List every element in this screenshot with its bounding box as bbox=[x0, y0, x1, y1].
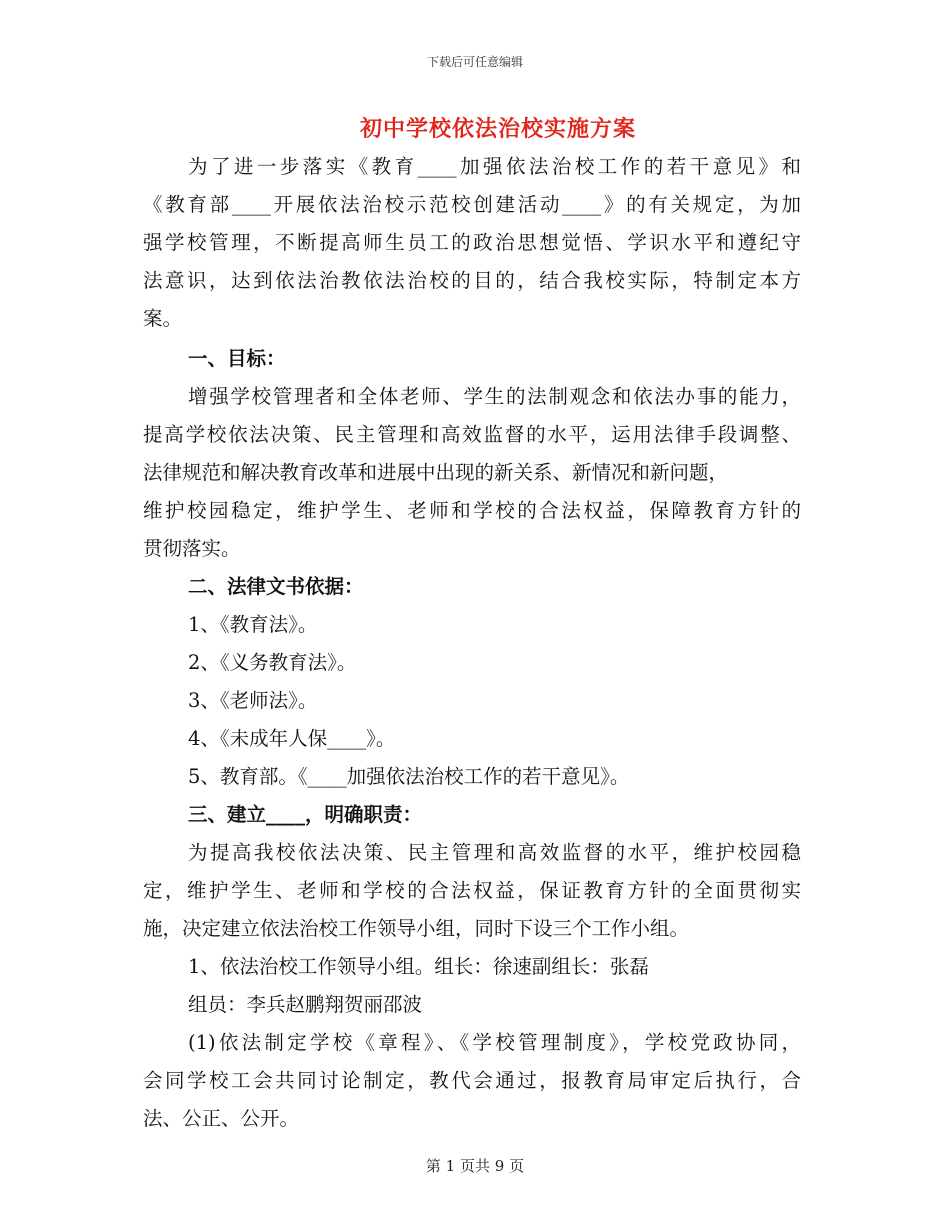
list-item: 2、《义务教育法》。 bbox=[188, 651, 357, 674]
paragraph-line: 贯彻落实。 bbox=[143, 537, 241, 560]
paragraph-line: 法意识，达到依法治教依法治校的目的，结合我校实际，特制定本方 bbox=[143, 269, 801, 292]
paragraph-line: 为提高我校依法决策、民主管理和高效监督的水平，维护校园稳 bbox=[188, 841, 801, 864]
list-item: 5、教育部。《____加强依法治校工作的若干意见》。 bbox=[188, 765, 630, 788]
paragraph-line: 增强学校管理者和全体老师、学生的法制观念和依法办事的能力， bbox=[188, 385, 801, 408]
paragraph-line: 法律规范和解决教育改革和进展中出现的新关系、新情况和新问题， bbox=[143, 461, 729, 484]
list-item: 4、《未成年人保____》。 bbox=[188, 727, 396, 750]
paragraph-line: 法、公正、公开。 bbox=[143, 1107, 300, 1130]
paragraph-line: 会同学校工会共同讨论制定，教代会通过，报教育局审定后执行，合 bbox=[143, 1069, 801, 1092]
document-body bbox=[143, 148, 801, 1138]
header-note: 下载后可任意编辑 bbox=[426, 55, 523, 69]
section-heading: 一、目标： bbox=[188, 347, 286, 370]
section-heading: 二、法律文书依据： bbox=[188, 575, 364, 598]
list-item: 1、《教育法》。 bbox=[188, 613, 318, 636]
paragraph-line: (1)依法制定学校《章程》、《学校管理制度》，学校党政协同， bbox=[188, 1031, 801, 1054]
paragraph-line: 提高学校依法决策、民主管理和高效监督的水平，运用法律手段调整、 bbox=[143, 423, 801, 446]
paragraph-line: 1、依法治校工作领导小组。组长：徐速副组长：张磊 bbox=[188, 955, 649, 978]
list-item: 3、《老师法》。 bbox=[188, 689, 318, 712]
paragraph-line: 案。 bbox=[143, 307, 183, 330]
paragraph-line: 定，维护学生、老师和学校的合法权益，保证教育方针的全面贯彻实 bbox=[143, 879, 801, 902]
paragraph-line: 施，决定建立依法治校工作领导小组，同时下设三个工作小组。 bbox=[143, 917, 690, 940]
paragraph-line: 《教育部____开展依法治校示范校创建活动____》的有关规定，为加 bbox=[143, 193, 801, 216]
page-footer: 第 1 页共 9 页 bbox=[425, 1157, 525, 1175]
paragraph-line: 维护校园稳定，维护学生、老师和学校的合法权益，保障教育方针的 bbox=[143, 499, 801, 522]
paragraph-line: 强学校管理，不断提高师生员工的政治思想觉悟、学识水平和遵纪守 bbox=[143, 231, 801, 254]
paragraph-line: 组员：李兵赵鹏翔贺丽邵波 bbox=[188, 993, 423, 1016]
section-heading: 三、建立____，明确职责： bbox=[188, 803, 423, 826]
paragraph-line: 为了进一步落实《教育____加强依法治校工作的若干意见》和 bbox=[188, 155, 801, 178]
document-title: 初中学校依法治校实施方案 bbox=[359, 116, 636, 142]
